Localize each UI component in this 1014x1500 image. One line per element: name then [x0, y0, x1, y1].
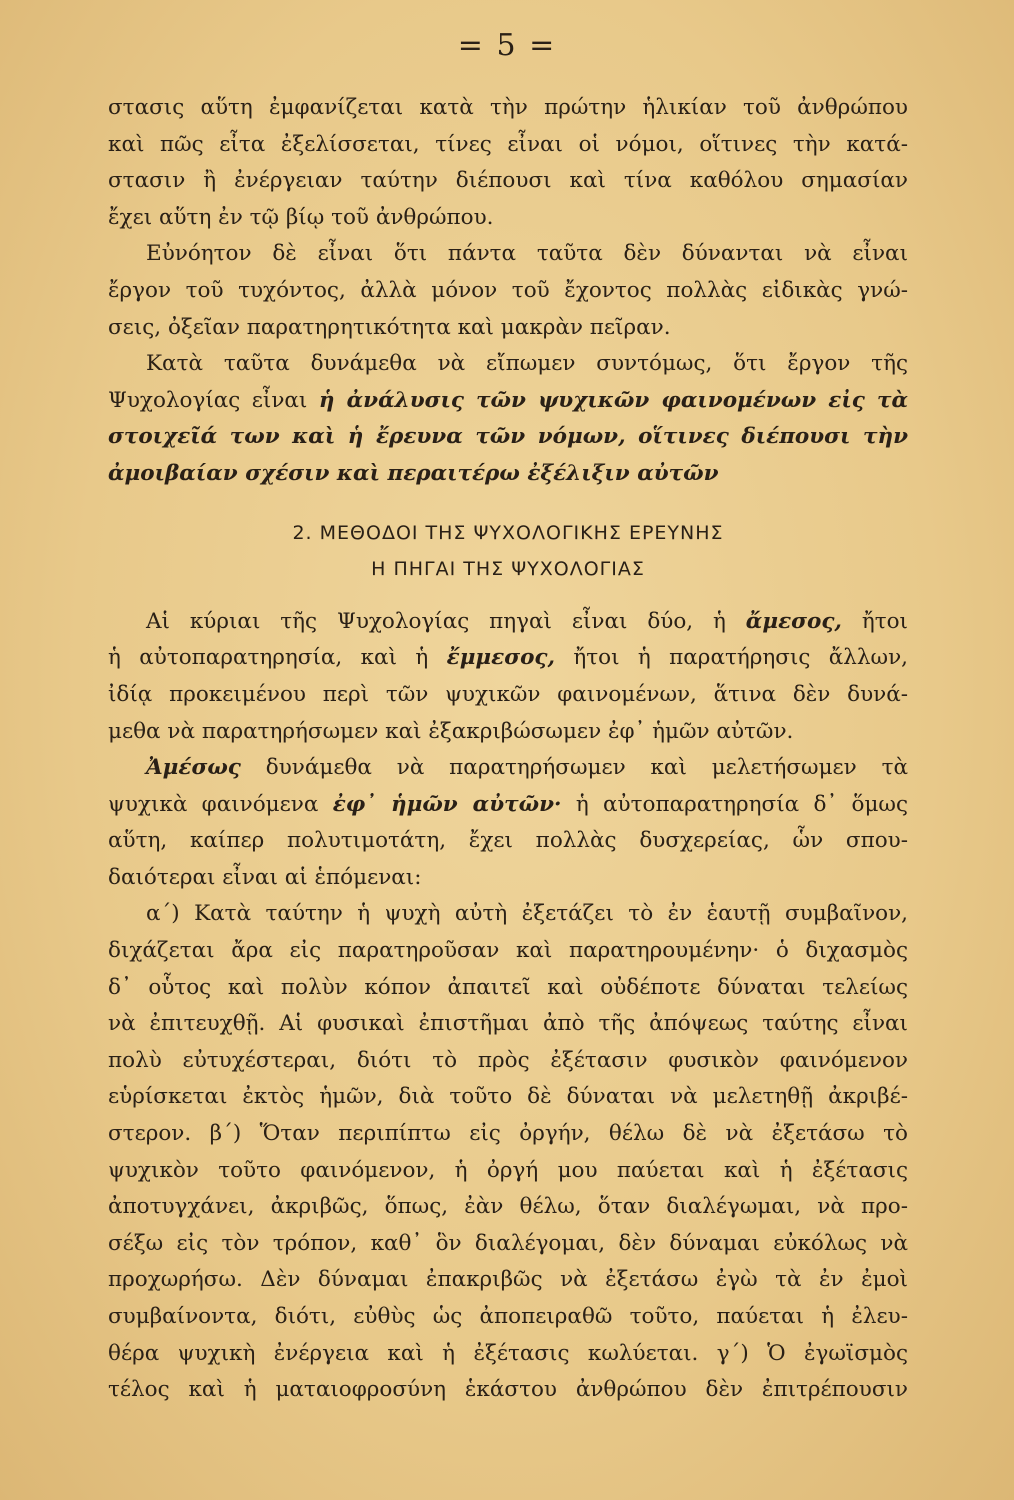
emphasis-text: ἄμεσος, — [745, 608, 842, 634]
text-line: πολὺ εὐτυχέστεραι, διότι τὸ πρὸς ἐξέτασιν φυσικὸν φαινόμενον — [108, 1047, 908, 1073]
text-line: μεθα νὰ παρατηρήσωμεν καὶ ἐξακριβώσωμεν ἐφ᾽ ἡμῶν αὐτῶν. — [108, 718, 794, 744]
text-line: Κατὰ ταῦτα δυνάμεθα νὰ εἴπωμεν συντόμως, ὅτι ἔργον τῆς — [146, 351, 908, 377]
spacer — [108, 588, 908, 604]
text-line — [108, 750, 908, 787]
emphasis-line: στοιχεῖά των καὶ ἡ ἔρευνα τῶν νόμων, οἵτινες διέπουσι τὴν — [108, 424, 908, 450]
text-line: ἔργον τοῦ τυχόντος, ἀλλὰ μόνον τοῦ ἔχοντος πολλὰς εἰδικὰς γνώ- — [108, 277, 908, 303]
text-line — [108, 787, 908, 824]
text-line: συμβαίνοντα, διότι, εὐθὺς ὡς ἀποπειραθῶ τοῦτο, παύεται ἡ ἐλευ- — [108, 1304, 908, 1329]
text-run: ψυχικὰ φαινόμενα — [108, 791, 319, 817]
emphasis-text: ἡ ἀνάλυσις τῶν ψυχικῶν φαινομένων εἰς τὰ — [318, 387, 908, 413]
section-heading-line1: 2. ΜΕΘΟΔΟΙ ΤΗΣ ΨΥΧΟΛΟΓΙΚΗΣ ΕΡΕΥΝΗΣ — [292, 521, 724, 544]
text-line: σεις, ὀξεῖαν παρατηρητικότητα καὶ μακρὰν πεῖραν. — [108, 314, 671, 340]
text-line: σέξω εἰς τὸν τρόπον, καθ᾽ ὃν διαλέγομαι, δὲν δύναμαι εὐκόλως νὰ — [108, 1230, 908, 1256]
text-run: δυνάμεθα νὰ παρατηρήσωμεν καὶ μελετήσωμεν τὰ — [265, 755, 908, 781]
text-line: στασιν ἢ ἐνέργειαν ταύτην διέπουσι καὶ τίνα καθόλου σημασίαν — [108, 168, 908, 194]
text-line: νὰ ἐπιτευχθῇ. Αἱ φυσικαὶ ἐπιστῆμαι ἀπὸ τῆς ἀπόψεως ταύτης εἶναι — [108, 1011, 908, 1037]
text-line: ἀποτυγχάνει, ἀκριβῶς, ὅπως, ἐὰν θέλω, ὅταν διαλέγωμαι, νὰ προ- — [108, 1194, 908, 1220]
text-line: ἔχει αὕτη ἐν τῷ βίῳ τοῦ ἀνθρώπου. — [108, 204, 494, 230]
text-line: δαιότεραι εἶναι αἱ ἑπόμεναι: — [108, 864, 422, 890]
text-line: διχάζεται ἄρα εἰς παρατηροῦσαν καὶ παρατηρουμένην· ὁ διχασμὸς — [108, 938, 908, 964]
text-run: ἤτοι ἡ παρατήρησις ἄλλων, — [573, 645, 908, 671]
text-line: α´) Κατὰ ταύτην ἡ ψυχὴ αὐτὴ ἐξετάζει τὸ ἐν ἑαυτῇ συμβαῖνον, — [146, 901, 908, 927]
text-line: δ᾽ οὗτος καὶ πολὺν κόπον ἀπαιτεῖ καὶ οὐδέποτε δύναται τελείως — [108, 974, 908, 1000]
page-number: = 5 = — [457, 28, 557, 63]
spacer — [108, 493, 908, 515]
section-heading-line2: Η ΠΗΓΑΙ ΤΗΣ ΨΥΧΟΛΟΓΙΑΣ — [371, 558, 645, 581]
text-line — [108, 383, 908, 420]
text-line: προχωρήσω. Δὲν δύναμαι ἐπακριβῶς νὰ ἐξετάσω ἐγὼ τὰ ἐν ἐμοὶ — [108, 1267, 908, 1293]
body-text — [108, 90, 908, 1409]
text-run: ἤτοι — [861, 608, 908, 634]
emphasis-text: Ἀμέσως — [146, 755, 241, 781]
text-line: στερον. β´) Ὅταν περιπίπτω εἰς ὀργήν, θέλω δὲ νὰ ἐξετάσω τὸ — [108, 1121, 908, 1147]
text-line: στασις αὕτη ἐμφανίζεται κατὰ τὴν πρώτην ἡλικίαν τοῦ ἀνθρώπου — [108, 95, 908, 120]
text-line: καὶ πῶς εἶτα ἐξελίσσεται, τίνες εἶναι οἱ νόμοι, οἵτινες τὴν κατά- — [108, 131, 908, 157]
text-line: αὕτη, καίπερ πολυτιμοτάτη, ἔχει πολλὰς δυσχερείας, ὧν σπου- — [108, 828, 908, 854]
text-line: ἰδίᾳ προκειμένου περὶ τῶν ψυχικῶν φαινομένων, ἅτινα δὲν δυνά- — [108, 681, 908, 707]
emphasis-text: ἔμμεσος, — [446, 645, 556, 671]
text-line — [108, 640, 908, 677]
text-line: ψυχικὸν τοῦτο φαινόμενον, ἡ ὀργή μου παύεται καὶ ἡ ἐξέτασις — [108, 1157, 908, 1183]
text-run: ἡ αὐτοπαρατηρησία, καὶ ἡ — [108, 645, 429, 671]
text-run: ἡ αὐτοπαρατηρησία δ᾽ ὅμως — [575, 791, 908, 817]
text-line: θέρα ψυχικὴ ἐνέργεια καὶ ἡ ἐξέτασις κωλύεται. γ´) Ὁ ἐγωϊσμὸς — [108, 1340, 908, 1366]
emphasis-text: ἐφ᾽ ἡμῶν αὐτῶν· — [332, 791, 562, 817]
text-line: εὑρίσκεται ἐκτὸς ἡμῶν, διὰ τοῦτο δὲ δύναται νὰ μελετηθῇ ἀκριβέ- — [108, 1084, 908, 1110]
text-run: Ψυχολογίας εἶναι — [108, 387, 308, 413]
text-run: Αἱ κύριαι τῆς Ψυχολογίας πηγαὶ εἶναι δύο, ἡ — [146, 608, 726, 634]
text-line — [108, 604, 908, 641]
text-line: Εὐνόητον δὲ εἶναι ὅτι πάντα ταῦτα δὲν δύνανται νὰ εἶναι — [146, 241, 908, 267]
text-line: τέλος καὶ ἡ ματαιοφροσύνη ἑκάστου ἀνθρώπου δὲν ἐπιτρέπουσιν — [108, 1377, 908, 1403]
emphasis-line: ἀμοιβαίαν σχέσιν καὶ περαιτέρω ἐξέλιξιν αὐτῶν — [108, 460, 719, 486]
